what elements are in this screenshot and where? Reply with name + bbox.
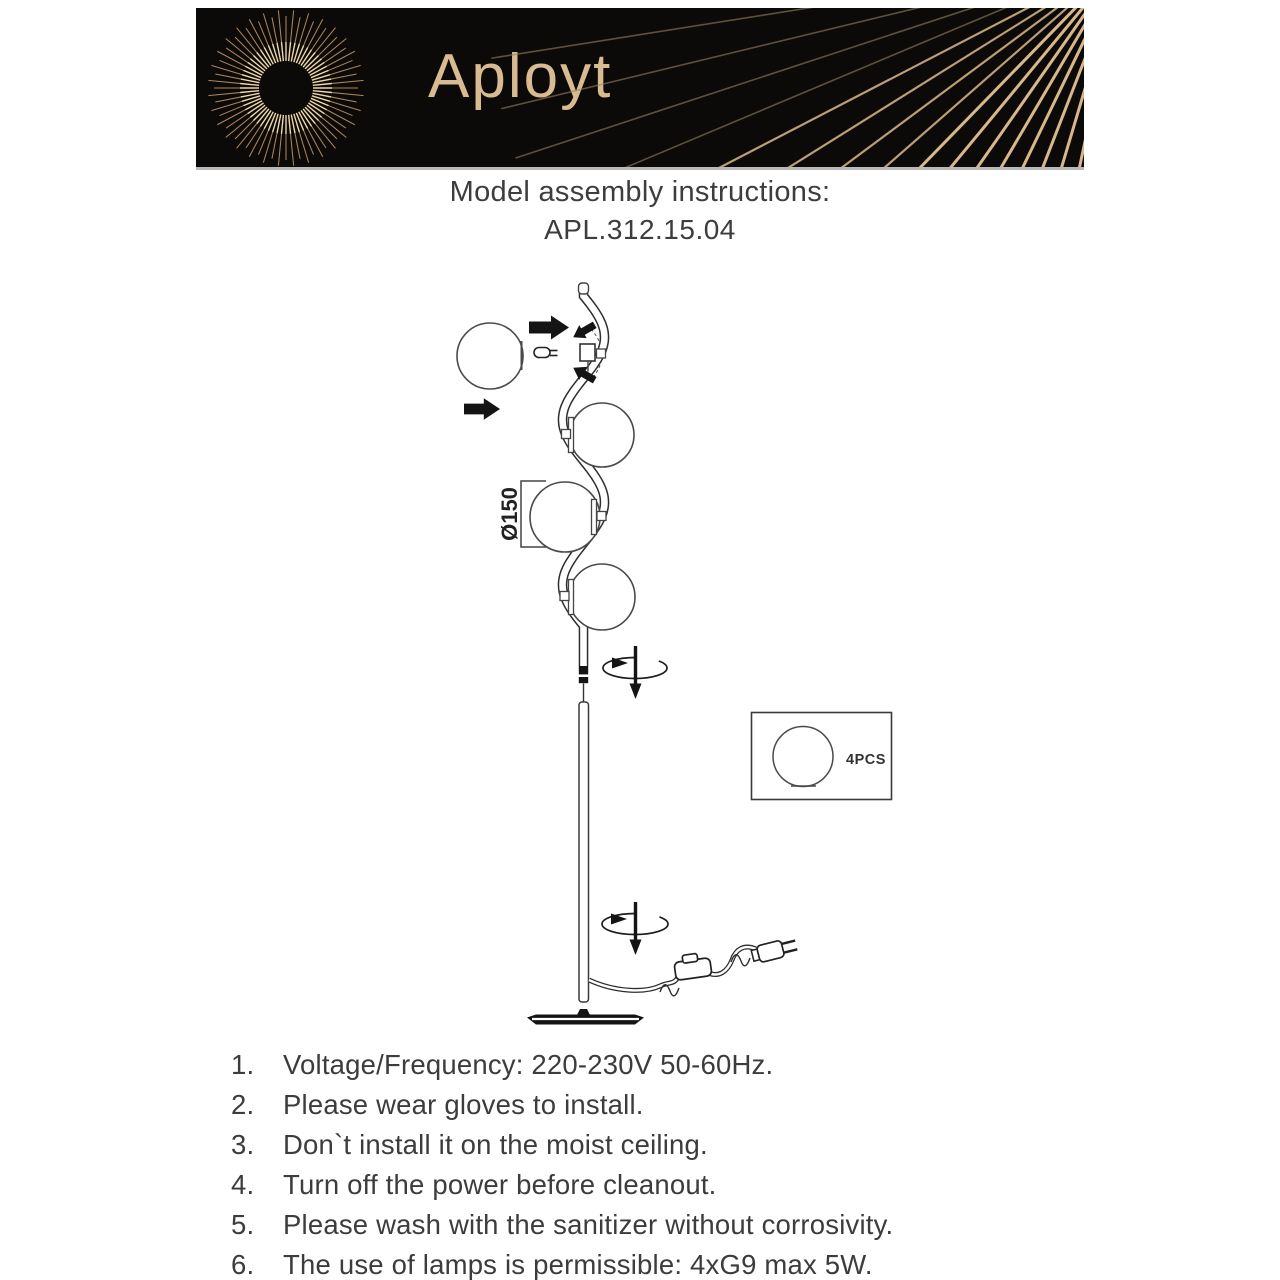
power-cord	[589, 937, 798, 996]
cord-twist	[660, 985, 679, 996]
dimension-label: Ø150	[497, 487, 522, 541]
page-title: Model assembly instructions:	[449, 176, 831, 208]
item-text: The use of lamps is permissible: 4xG9 max 5W.	[283, 1249, 873, 1280]
rotation-arrow-icon	[602, 902, 668, 955]
socket-arrow-icon	[570, 318, 599, 343]
list-item	[231, 1129, 1091, 1169]
glass-globe	[570, 403, 634, 467]
model-code: APL.312.15.04	[544, 214, 736, 245]
fixing-square	[597, 512, 606, 521]
assembly-diagram	[440, 270, 910, 1030]
glass-globe-detached	[457, 323, 523, 389]
pole-connector	[579, 666, 588, 702]
fixing-square	[597, 349, 606, 358]
parts-count-label: 4PCS	[846, 752, 886, 768]
item-number: 5.	[231, 1209, 255, 1240]
item-number: 3.	[231, 1129, 255, 1160]
item-number: 1.	[231, 1049, 255, 1080]
insert-arrow-icon	[529, 316, 569, 340]
brand-banner	[196, 8, 1084, 170]
list-item	[231, 1249, 1091, 1280]
g9-bulb-icon	[534, 348, 558, 358]
lamp-base	[527, 1009, 644, 1025]
inline-switch	[673, 952, 712, 981]
lamp-lower-pole	[579, 702, 589, 1002]
list-item	[231, 1169, 1091, 1209]
glass-globe	[569, 564, 635, 630]
item-text: Turn off the power before cleanout.	[283, 1169, 717, 1200]
glass-globe	[530, 482, 600, 552]
pole-top-cap	[579, 283, 589, 294]
globe-mount-plate	[592, 500, 597, 535]
insert-arrow-icon	[464, 398, 500, 420]
item-number: 2.	[231, 1089, 255, 1120]
brand-name: Aployt	[428, 42, 613, 111]
item-number: 6.	[231, 1249, 255, 1280]
glass-globe	[773, 727, 833, 787]
parts-box	[752, 713, 892, 800]
instruction-list	[231, 1049, 1091, 1280]
item-text: Voltage/Frequency: 220-230V 50-60Hz.	[283, 1049, 774, 1080]
item-number: 4.	[231, 1169, 255, 1200]
corner-rays-decoration	[196, 8, 1084, 167]
rotation-arrow-icon	[603, 646, 667, 699]
list-item	[231, 1209, 1091, 1249]
title-block	[0, 176, 1280, 246]
item-text: Please wear gloves to install.	[283, 1089, 644, 1120]
list-item	[231, 1049, 1091, 1089]
fixing-square	[560, 592, 569, 601]
item-text: Don`t install it on the moist ceiling.	[283, 1129, 708, 1160]
list-item	[231, 1089, 1091, 1129]
power-plug-icon	[751, 937, 799, 964]
item-text: Please wash with the sanitizer without corrosivity.	[283, 1209, 894, 1240]
fixing-square	[562, 430, 571, 439]
